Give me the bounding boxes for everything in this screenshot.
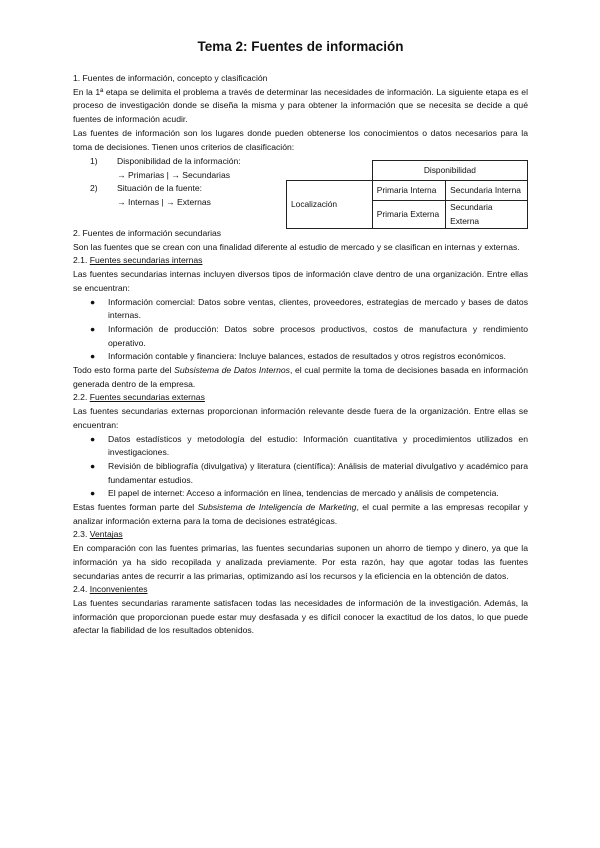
subsection-2-4-heading: 2.4. Inconvenientes xyxy=(73,584,148,595)
classification-item-sub: → Internas | → Externas xyxy=(117,197,211,208)
table-cell: Primaria Interna xyxy=(372,181,445,201)
bullet-icon: ● xyxy=(90,460,96,471)
list-item: ● Revisión de bibliografía (divulgativa) y literatura (científica): Análisis de material divulgativo y académico para fundamentar estudios. xyxy=(90,460,528,485)
bullet-icon: ● xyxy=(90,323,96,334)
table-cell: Secundaria Externa xyxy=(446,201,528,229)
table-cell: Primaria Externa xyxy=(372,201,445,229)
classification-table xyxy=(286,160,528,229)
classification-list xyxy=(73,155,283,210)
list-item: ● Información contable y financiera: Incluye balances, estados de resultados y otros registros económicos. xyxy=(73,350,528,364)
section-2-intro: Son las fuentes que se crean con una finalidad diferente al estudio de mercado y se clasifican en internas y externas. xyxy=(73,241,520,252)
list-item: ● Información de producción: Datos sobre procesos productivos, costos de manufactura y rendimiento operativo. xyxy=(90,323,528,348)
list-item: ● El papel de internet: Acceso a información en línea, tendencias de mercado y análisis de competencia. xyxy=(73,487,528,501)
bullet-icon: ● xyxy=(90,433,96,444)
list-item: ● Datos estadísticos y metodología del estudio: Información cuantitativa y procedimientos utilizados en investigaciones. xyxy=(90,433,528,458)
table-row-header: Localización xyxy=(287,181,373,229)
section-2-heading: 2. Fuentes de información secundarias xyxy=(73,228,222,238)
classification-item-sub: → Primarias | → Secundarias xyxy=(117,169,231,180)
table-col-header: Disponibilidad xyxy=(372,161,527,181)
subsection-2-4-text: Las fuentes secundarias raramente satisfacen todas las necesidades de información de la investigación. Además, la información que proporcionan puede estar muy desfasada y es difícil conocer la exactitud de los datos, lo que puede afectar la fiabilidad de los resultados obtenidos. xyxy=(73,597,528,636)
subsection-2-2-intro: Las fuentes secundarias externas proporcionan información relevante desde fuera de la organización. Entre ellas se encuentran: xyxy=(73,406,528,430)
section-2 xyxy=(73,227,528,638)
bullet-icon: ● xyxy=(90,488,96,499)
subsection-2-1-intro: Las fuentes secundarias internas incluyen diversos tipos de información clave dentro de una organización. Entre ellas se encuentran: xyxy=(73,269,528,293)
bullet-icon: ● xyxy=(90,296,96,307)
page-title: Tema 2: Fuentes de información xyxy=(197,39,404,54)
subsection-2-1-heading: 2.1. Fuentes secundarias internas xyxy=(73,255,203,266)
subsection-2-2-heading: 2.2. Fuentes secundarias externas xyxy=(73,392,205,403)
subsection-2-2-closing: Estas fuentes forman parte del Subsistema de Inteligencia de Marketing, el cual permite a las empresas recopilar y analizar información externa para la toma de decisiones estratégicas. xyxy=(73,502,528,526)
subsection-2-1-closing: Todo esto forma parte del Subsistema de Datos Internos, el cual permite la toma de decisiones basada en información generada dentro de la empresa. xyxy=(73,365,528,389)
classification-item: 2) Situación de la fuente: xyxy=(90,183,203,194)
classification-item: 1) Disponibilidad de la información: xyxy=(90,156,241,166)
subsection-2-3-text: En comparación con las fuentes primarias, las fuentes secundarias suponen un ahorro de tiempo y dinero, ya que la información ya ha sido recopilada y analizada previamente. Por esta razón, hay que agotar todas las fuentes secundarias antes de recurrir a las primarias, optimizando así los recursos y la eficiencia en la obtención de datos. xyxy=(73,543,528,581)
section-1 xyxy=(73,72,528,154)
section-1-paragraph-2: Las fuentes de información son los lugares donde pueden obtenerse los conocimientos o datos necesarios para la toma de decisiones. Tienen unos criterios de clasificación: xyxy=(73,127,528,152)
bullet-icon: ● xyxy=(90,351,96,362)
list-item: ● Información comercial: Datos sobre ventas, clientes, proveedores, estrategias de mercado y bases de datos internas. xyxy=(90,296,528,321)
section-1-paragraph-1: En la 1ª etapa se delimita el problema a través de determinar las necesidades de información. La siguiente etapa es el proceso de investigación donde se diseña la misma y para obtener la información que se necesita se decide a qué fuentes de información acudir. xyxy=(73,86,528,125)
table-cell: Secundaria Interna xyxy=(446,181,528,201)
subsection-2-3-heading: 2.3. Ventajas xyxy=(73,529,123,540)
section-1-heading: 1. Fuentes de información, concepto y clasificación xyxy=(73,73,268,83)
